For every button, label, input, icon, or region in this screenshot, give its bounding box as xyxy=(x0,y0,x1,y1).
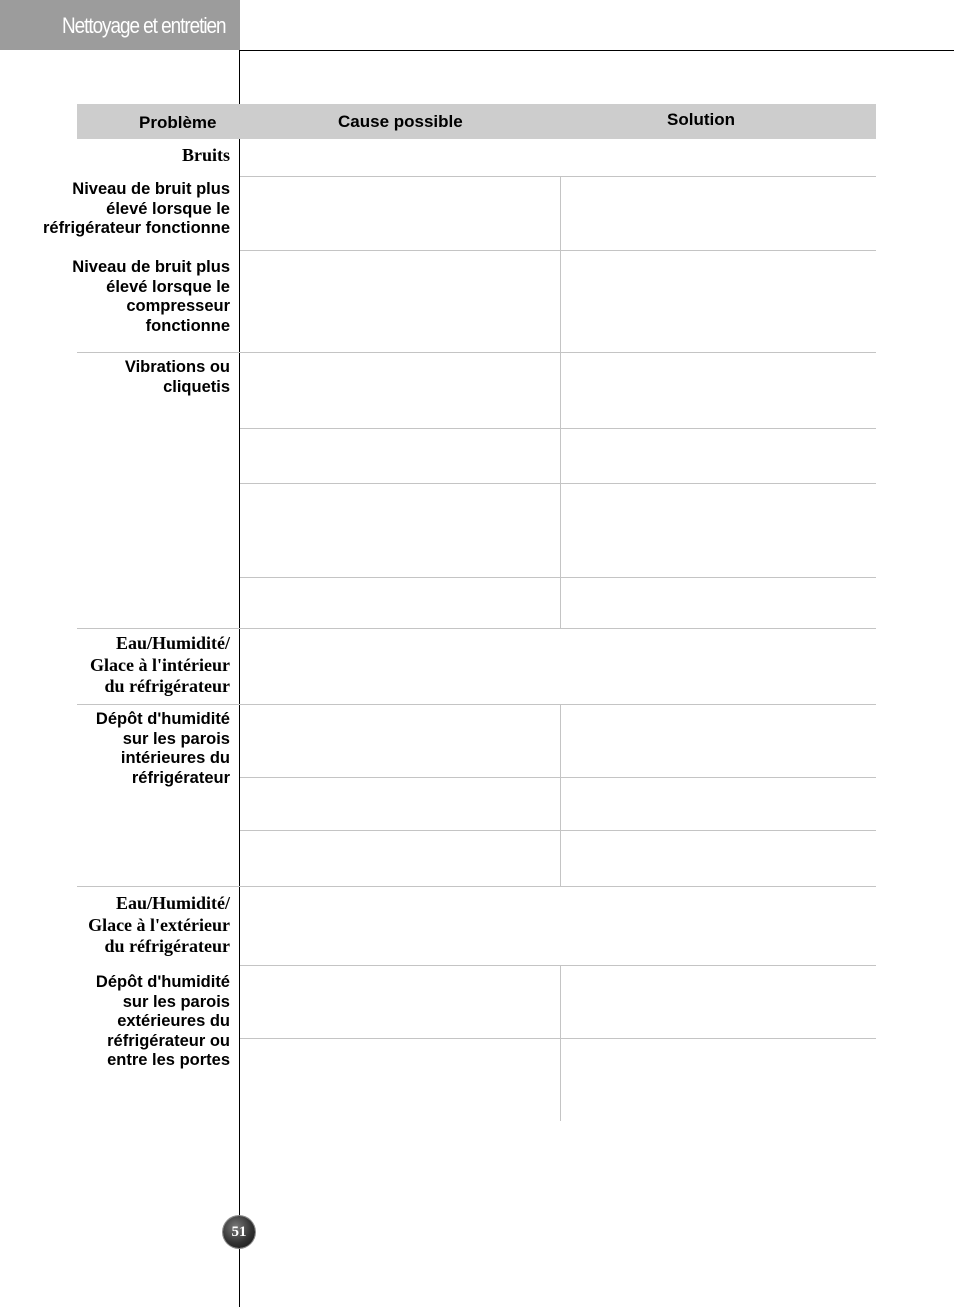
problem-line: Niveau de bruit plus xyxy=(72,258,230,276)
column-divider xyxy=(560,176,561,628)
problem-noise-compressor xyxy=(72,258,230,336)
problem-line: Vibrations ou xyxy=(124,358,230,376)
row-divider xyxy=(240,830,876,831)
problem-line: Niveau de bruit plus xyxy=(72,180,230,198)
category-line: Bruits xyxy=(181,145,230,165)
row-divider xyxy=(240,1038,876,1039)
header-rule xyxy=(240,50,954,51)
section-title: Nettoyage et entretien xyxy=(62,13,226,38)
row-divider xyxy=(240,483,876,484)
problem-line: intérieures du xyxy=(120,749,230,767)
problem-moisture-outside xyxy=(96,973,230,1071)
row-divider xyxy=(77,704,876,705)
problem-line: réfrigérateur fonctionne xyxy=(42,219,230,237)
row-divider xyxy=(240,176,876,177)
page-number-badge xyxy=(223,1216,255,1248)
row-divider xyxy=(240,250,876,251)
table-header xyxy=(77,104,876,139)
problem-line: réfrigérateur xyxy=(131,768,230,787)
row-divider xyxy=(77,628,876,629)
category-label-noise xyxy=(182,145,230,167)
problem-moisture-inside xyxy=(96,710,230,788)
problem-line: cliquetis xyxy=(163,377,230,396)
row-divider xyxy=(240,428,876,429)
margin-rule xyxy=(239,50,240,1307)
problem-line: entre les portes xyxy=(107,1051,230,1069)
problem-line: extérieures du xyxy=(117,1012,230,1030)
column-header-cause: Cause possible xyxy=(338,112,463,131)
column-divider xyxy=(560,704,561,886)
problem-line: compresseur xyxy=(126,297,230,315)
problem-line: Dépôt d'humidité xyxy=(95,973,230,991)
problem-line: élevé lorsque le xyxy=(106,277,230,296)
problem-noise-running xyxy=(43,180,230,239)
problem-line: sur les parois xyxy=(122,729,230,748)
page-number: 51 xyxy=(231,1223,247,1240)
category-line: Eau/Humidité/ xyxy=(115,893,230,913)
category-line: Eau/Humidité/ xyxy=(115,633,230,653)
category-line: Glace à l'extérieur xyxy=(88,914,230,935)
category-label-inside xyxy=(90,633,230,698)
row-divider xyxy=(240,577,876,578)
problem-vibrations xyxy=(125,358,230,397)
category-line: du réfrigérateur xyxy=(104,936,230,956)
problem-line: fonctionne xyxy=(145,316,230,335)
problem-line: Dépôt d'humidité xyxy=(95,710,230,728)
category-line: Glace à l'intérieur xyxy=(90,654,230,675)
column-divider xyxy=(560,965,561,1121)
row-divider xyxy=(77,886,876,887)
column-header-solution: Solution xyxy=(667,110,735,129)
row-divider xyxy=(240,777,876,778)
category-label-outside xyxy=(88,893,230,958)
row-divider xyxy=(77,352,876,353)
column-header-problem: Problème xyxy=(139,113,217,132)
section-tab xyxy=(0,0,240,50)
row-divider xyxy=(240,965,876,966)
problem-line: réfrigérateur ou xyxy=(107,1031,230,1050)
problem-line: sur les parois xyxy=(122,992,230,1011)
category-line: du réfrigérateur xyxy=(104,676,230,696)
problem-line: élevé lorsque le xyxy=(106,199,230,218)
